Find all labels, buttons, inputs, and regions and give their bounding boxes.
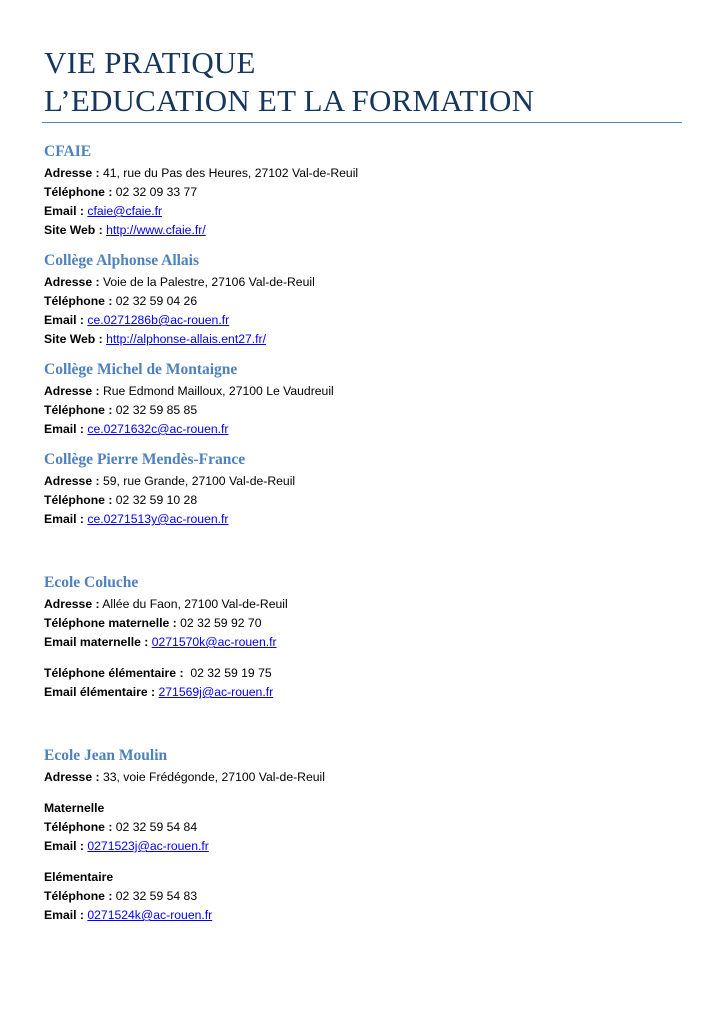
section-cfaie [44,142,358,240]
address-label: Adresse : [44,275,100,289]
address-label: Adresse : [44,166,100,180]
address-line [44,273,315,292]
phone-label: Téléphone : [44,493,113,507]
email-label: Email : [44,313,84,327]
phone-line [44,183,358,202]
email-label: Email : [44,204,84,218]
website-label: Site Web : [44,332,103,346]
section-heading: Collège Michel de Montaigne [44,361,238,378]
address-value: 33, voie Frédégonde, 27100 Val-de-Reuil [102,770,325,784]
email-link[interactable]: ce.0271513y@ac-rouen.fr [87,512,229,526]
email-line [44,510,295,529]
phone-value: 02 32 59 19 75 [190,666,272,680]
email-link[interactable]: 271569j@ac-rouen.fr [158,685,274,699]
phone-value: 02 32 59 54 84 [115,820,198,834]
phone-value: 02 32 09 33 77 [115,185,198,199]
email-label: Email : [44,422,84,436]
section-heading: Collège Alphonse Allais [44,252,200,269]
website-line [44,221,358,240]
phone-elementaire-line [44,664,288,683]
title-line-2: L’EDUCATION ET LA FORMATION [44,83,535,118]
address-label: Adresse : [44,384,100,398]
section-college-mendes-france [44,450,295,529]
email-line [44,906,325,925]
address-label: Adresse : [44,474,100,488]
address-line [44,382,334,401]
title-line-1: VIE PRATIQUE [44,45,256,80]
email-line [44,837,325,856]
phone-maternelle-label: Téléphone maternelle : [44,616,177,630]
email-link[interactable]: 0271570k@ac-rouen.fr [151,635,277,649]
phone-label: Téléphone : [44,820,113,834]
email-line [44,420,334,439]
email-elementaire-label: Email élémentaire : [44,685,156,699]
section-college-montaigne [44,360,334,439]
phone-line [44,491,295,510]
email-link[interactable]: cfaie@cfaie.fr [87,204,163,218]
address-label: Adresse : [44,597,100,611]
email-maternelle-line [44,633,288,652]
phone-elementaire-label: Téléphone élémentaire : [44,666,184,680]
address-value: 59, rue Grande, 27100 Val-de-Reuil [102,474,296,488]
address-value: Rue Edmond Mailloux, 27100 Le Vaudreuil [102,384,334,398]
address-value: Voie de la Palestre, 27106 Val-de-Reuil [102,275,315,289]
phone-line [44,887,325,906]
email-elementaire-line [44,683,288,702]
website-label: Site Web : [44,223,103,237]
address-line [44,472,295,491]
section-heading: CFAIE [44,143,92,160]
phone-value: 02 32 59 92 70 [180,616,262,630]
phone-label: Téléphone : [44,294,113,308]
address-value: Allée du Faon, 27100 Val-de-Reuil [102,597,288,611]
address-label: Adresse : [44,770,100,784]
website-link[interactable]: http://alphonse-allais.ent27.fr/ [106,332,266,346]
title-divider [42,122,682,123]
address-line [44,768,325,787]
section-heading: Collège Pierre Mendès-France [44,451,246,468]
phone-maternelle-line [44,614,288,633]
subsection-elementaire-title: Elémentaire [44,870,114,884]
phone-line [44,292,315,311]
phone-label: Téléphone : [44,889,113,903]
address-line [44,164,358,183]
phone-value: 02 32 59 04 26 [115,294,198,308]
email-link[interactable]: 0271524k@ac-rouen.fr [87,908,213,922]
subsection-maternelle-title: Maternelle [44,801,105,815]
phone-line [44,818,325,837]
email-line [44,202,358,221]
website-line [44,330,315,349]
email-label: Email : [44,839,84,853]
email-maternelle-label: Email maternelle : [44,635,149,649]
address-line [44,595,288,614]
address-value: 41, rue du Pas des Heures, 27102 Val-de-Reuil [102,166,359,180]
email-line [44,311,315,330]
website-link[interactable]: http://www.cfaie.fr/ [106,223,206,237]
phone-label: Téléphone : [44,185,113,199]
page-title [44,44,534,120]
section-ecole-coluche [44,573,288,702]
phone-label: Téléphone : [44,403,113,417]
phone-line [44,401,334,420]
email-link[interactable]: 0271523j@ac-rouen.fr [87,839,209,853]
phone-value: 02 32 59 10 28 [115,493,198,507]
email-label: Email : [44,512,84,526]
section-heading: Ecole Coluche [44,574,139,591]
section-ecole-jean-moulin [44,746,325,925]
email-link[interactable]: ce.0271286b@ac-rouen.fr [87,313,230,327]
phone-value: 02 32 59 54 83 [115,889,198,903]
section-college-allais [44,251,315,349]
phone-value: 02 32 59 85 85 [115,403,198,417]
section-heading: Ecole Jean Moulin [44,747,168,764]
email-link[interactable]: ce.0271632c@ac-rouen.fr [87,422,229,436]
email-label: Email : [44,908,84,922]
